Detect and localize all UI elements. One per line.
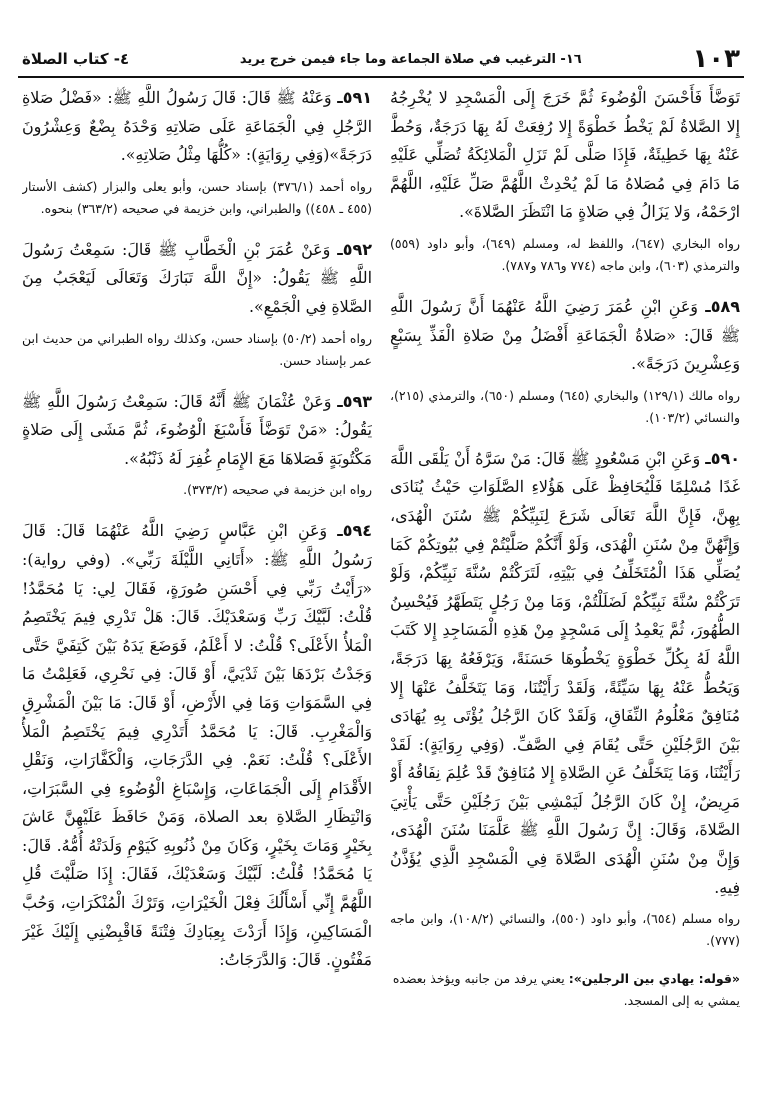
left-column xyxy=(22,84,372,1076)
footnote xyxy=(390,968,740,1012)
hadith-continuation xyxy=(390,84,740,277)
book-title: ٤- كتاب الصلاة xyxy=(22,50,130,68)
hadith-number: ٥٩٤ـ xyxy=(337,521,372,541)
running-title: ١٦- الترغيب في صلاة الجماعة وما جاء فيمن خرج يريد xyxy=(239,51,582,67)
hadith-text: تَوَضَّأَ فَأَحْسَنَ الْوُضُوءَ ثُمَّ خَرَجَ إِلَى الْمَسْجِدِ لا يُخْرِجُهُ إِلا الصَّلاةُ لَمْ يَخْطُ خَطْوَةً إِلا رُفِعَتْ لَهُ بِهَا دَرَجَةٌ، وَحُطَّ عَنْهُ بِهَا خَطِيئَةٌ، فَإِذَا صَلَّى لَمْ تَزَلِ الْمَلائِكَةُ تُصَلِّي عَلَيْهِ مَا دَامَ فِي مُصَلاهُ مَا لَمْ يُحْدِثْ اللَّهُمَّ صَلِّ عَلَيْهِ، اللَّهُمَّ ارْحَمْهُ، وَلا يَزَالُ فِي صَلاةٍ مَا انْتَظَرَ الصَّلاةَ». xyxy=(390,88,740,222)
hadith-number: ٥٩٢ـ xyxy=(337,239,372,259)
hadith-source: رواه أحمد (٣٧٦/١) بإسناد حسن، وأبو يعلى والبزار (كشف الأستار (٤٥٥ ـ ٤٥٨)) والطبراني، وابن خزيمة في صحيحه (٣٦٣/٢) بنحوه. xyxy=(22,178,372,216)
footnote-text: يعني يرفد من جانبه ويؤخذ بعضده يمشي به إلى المسجد. xyxy=(392,971,740,1009)
hadith-number: ٥٨٩ـ xyxy=(705,296,740,316)
hadith-589 xyxy=(390,293,740,429)
page-header xyxy=(18,42,744,78)
hadith-source: رواه البخاري (٦٤٧)، واللفظ له، ومسلم (٦٤٩)، وأبو داود (٥٥٩) والترمذي (٦٠٣)، وابن ماجه (٧٧٤ و٧٨٦ و٧٨٧). xyxy=(390,235,740,273)
hadith-text: وَعَنِ ابْنِ عُمَرَ رَضِيَ اللَّهُ عَنْهُمَا أَنَّ رَسُولَ اللَّهِ ﷺ قَالَ: «صَلاةُ الْجَمَاعَةِ أَفْضَلُ مِنْ صَلاةِ الْفَذِّ بِسَبْعٍ وَعِشْرِينَ دَرَجَةً». xyxy=(390,296,740,374)
hadith-text: وَعَنْهُ ﷺ قَالَ: قَالَ رَسُولُ اللَّهِ ﷺ: «فَضْلُ صَلاةِ الرَّجُلِ فِي الْجَمَاعَةِ عَلَى صَلاتِهِ وَحْدَهُ بِضْعٌ وَعِشْرُونَ دَرَجَةً»(وَفِي رِوَايَةٍ): «كُلُّهَا مِثْلُ صَلاتِهِ». xyxy=(22,88,372,165)
hadith-text: وَعَنِ ابْنِ عَبَّاسٍ رَضِيَ اللَّهُ عَنْهُمَا قَالَ: قَالَ رَسُولُ اللَّهِ ﷺ: «أَتَانِي اللَّيْلَةَ رَبِّي». (وفي رواية): «رَأَيْتُ رَبِّي فِي أَحْسَنِ صُورَةٍ، فَقَالَ لِي: يَا مُحَمَّدُ! قُلْتُ: لَبَّيْكَ رَبِّ وَسَعْدَيْكَ. قَالَ: هَلْ تَدْرِي فِيمَ يَخْتَصِمُ الْمَلأُ الأَعْلَى؟ قُلْتُ: لا أَعْلَمُ، فَوَضَعَ يَدَهُ بَيْنَ كَتِفَيَّ حَتَّى وَجَدْتُ بَرْدَهَا بَيْنَ ثَدْيَيَّ، أَوْ قَالَ: فِي نَحْرِي، فَعَلِمْتُ مَا فِي السَّمَوَاتِ وَمَا فِي الأَرْضِ، أَوْ قَالَ: مَا بَيْنَ الْمَشْرِقِ وَالْمَغْرِبِ. قَالَ: يَا مُحَمَّدُ أَتَدْرِي فِيمَ يَخْتَصِمُ الْمَلأُ الأَعْلَى؟ قُلْتُ: نَعَمْ. فِي الدَّرَجَاتِ، وَالْكَفَّارَاتِ، وَنَقْلِ الأَقْدَامِ إِلَى الْجَمَاعَاتِ، وَإِسْبَاغِ الْوُضُوءِ فِي السَّبَرَاتِ، وَانْتِظَارِ الصَّلاةِ بعد الصلاة، وَمَنْ حَافَظَ عَلَيْهِنَّ عَاشَ بِخَيْرٍ وَمَاتَ بِخَيْرٍ، وَكَانَ مِنْ ذُنُوبِهِ كَيَوْمِ وَلَدَتْهُ أُمُّهُ. قَالَ: يَا مُحَمَّدُ! قُلْتُ: لَبَّيْكَ وَسَعْدَيْكَ، فَقَالَ: إِذَا صَلَّيْتَ قُلِ اللَّهُمَّ إِنِّي أَسْأَلُكَ فِعْلَ الْخَيْرَاتِ، وَتَرْكَ الْمُنْكَرَاتِ، وَحُبَّ الْمَسَاكِينِ، وَإِذَا أَرَدْتَ بِعِبَادِكَ فِتْنَةً فَاقْبِضْنِي إِلَيْكَ غَيْرَ مَفْتُونٍ. قَالَ: وَالدَّرَجَاتُ: xyxy=(22,521,372,970)
hadith-594 xyxy=(22,517,372,975)
hadith-number: ٥٩٠ـ xyxy=(705,448,740,468)
hadith-text: وَعَنْ عُمَرَ بْنِ الْخَطَّابِ ﷺ قَالَ: سَمِعْتُ رَسُولَ اللَّهِ ﷺ يَقُولُ: «إِنَّ اللَّهَ تَبَارَكَ وَتَعَالَى لَيَعْجَبُ مِنَ الصَّلاةِ فِي الْجَمْعِ». xyxy=(22,239,372,316)
page-number: ١٠٣ xyxy=(692,44,740,74)
footnote-term: «قوله: يهادي بين الرجلين»: xyxy=(568,971,740,987)
hadith-number: ٥٩٣ـ xyxy=(337,391,372,411)
hadith-source: رواه ابن خزيمة في صحيحه (٣٧٣/٢). xyxy=(183,482,372,498)
hadith-591 xyxy=(22,84,372,220)
hadith-593 xyxy=(22,388,372,502)
right-column xyxy=(390,84,740,1076)
hadith-source: رواه أحمد (٥٠/٢) بإسناد حسن، وكذلك رواه الطبراني من حديث ابن عمر بإسناد حسن. xyxy=(22,330,372,368)
hadith-source: رواه مالك (١٢٩/١) والبخاري (٦٤٥) ومسلم (٦٥٠)، والترمذي (٢١٥)، والنسائي (١٠٣/٢). xyxy=(390,387,740,425)
hadith-text: وَعَنْ عُثْمَانَ ﷺ أَنَّهُ قَالَ: سَمِعْتُ رَسُولَ اللَّهِ ﷺ يَقُولُ: «مَنْ تَوَضَّأَ فَأَسْبَغَ الْوُضُوءَ، ثُمَّ مَشَى إِلَى صَلاةٍ مَكْتُوبَةٍ فَصَلاهَا مَعَ الإِمَامِ غُفِرَ لَهُ ذَنْبُهُ». xyxy=(22,391,372,468)
hadith-number: ٥٩١ـ xyxy=(337,88,372,107)
hadith-text: وَعَنِ ابْنِ مَسْعُودٍ ﷺ قَالَ: مَنْ سَرَّهُ أَنْ يَلْقَى اللَّهَ غَدًا مُسْلِمًا فَلْيُحَافِظْ عَلَى هَؤُلاءِ الصَّلَوَاتِ حَيْثُ يُنَادَى بِهِنَّ، فَإِنَّ اللَّهَ تَعَالَى شَرَعَ لِنَبِيِّكُمْ ﷺ سُنَنَ الْهُدَى، وَإِنَّهُنَّ مِنْ سُنَنِ الْهُدَى، وَلَوْ أَنَّكُمْ صَلَّيْتُمْ فِي بُيُوتِكُمْ كَمَا يُصَلِّي هَذَا الْمُتَخَلِّفُ فِي بَيْتِهِ، لَتَرَكْتُمْ سُنَّةَ نَبِيِّكُمْ، وَلَوْ تَرَكْتُمْ سُنَّةَ نَبِيِّكُمْ لَضَلَلْتُمْ، وَمَا مِنْ رَجُلٍ يَتَطَهَّرُ فَيُحْسِنُ الطُّهُورَ، ثُمَّ يَعْمِدُ إِلَى مَسْجِدٍ مِنْ هَذِهِ الْمَسَاجِدِ إِلا كَتَبَ اللَّهُ لَهُ بِكُلِّ خَطْوَةٍ يَخْطُوهَا حَسَنَةً، وَيَرْفَعُهُ بِهَا دَرَجَةً، وَيَحُطُّ عَنْهُ بِهَا سَيِّئَةً، وَلَقَدْ رَأَيْتُنَا، وَمَا يَتَخَلَّفُ عَنْهَا إِلا مُنَافِقٌ مَعْلُومُ النِّفَاقِ، وَلَقَدْ كَانَ الرَّجُلُ يُؤْتَى بِهِ يُهَادَى بَيْنَ الرَّجُلَيْنِ حَتَّى يُقَامَ فِي الصَّفِّ. (وَفِي رِوَايَةٍ): لَقَدْ رَأَيْتُنَا، وَمَا يَتَخَلَّفُ عَنِ الصَّلاةِ إِلا مُنَافِقٌ قَدْ عُلِمَ نِفَاقُهُ أَوْ مَرِيضٌ، إِنْ كَانَ الرَّجُلُ لَيَمْشِي بَيْنَ رَجُلَيْنِ حَتَّى يَأْتِيَ الصَّلاةَ، وَقَالَ: إِنَّ رَسُولَ اللَّهِ ﷺ عَلَّمَنَا سُنَنَ الْهُدَى، وَإِنَّ مِنْ سُنَنِ الْهُدَى الصَّلاةَ فِي الْمَسْجِدِ الَّذِي يُؤَذَّنُ فِيهِ. xyxy=(390,448,740,897)
hadith-592 xyxy=(22,236,372,372)
hadith-590 xyxy=(390,445,740,953)
hadith-source: رواه مسلم (٦٥٤)، وأبو داود (٥٥٠)، والنسائي (١٠٨/٢)، وابن ماجه (٧٧٧). xyxy=(390,911,740,949)
